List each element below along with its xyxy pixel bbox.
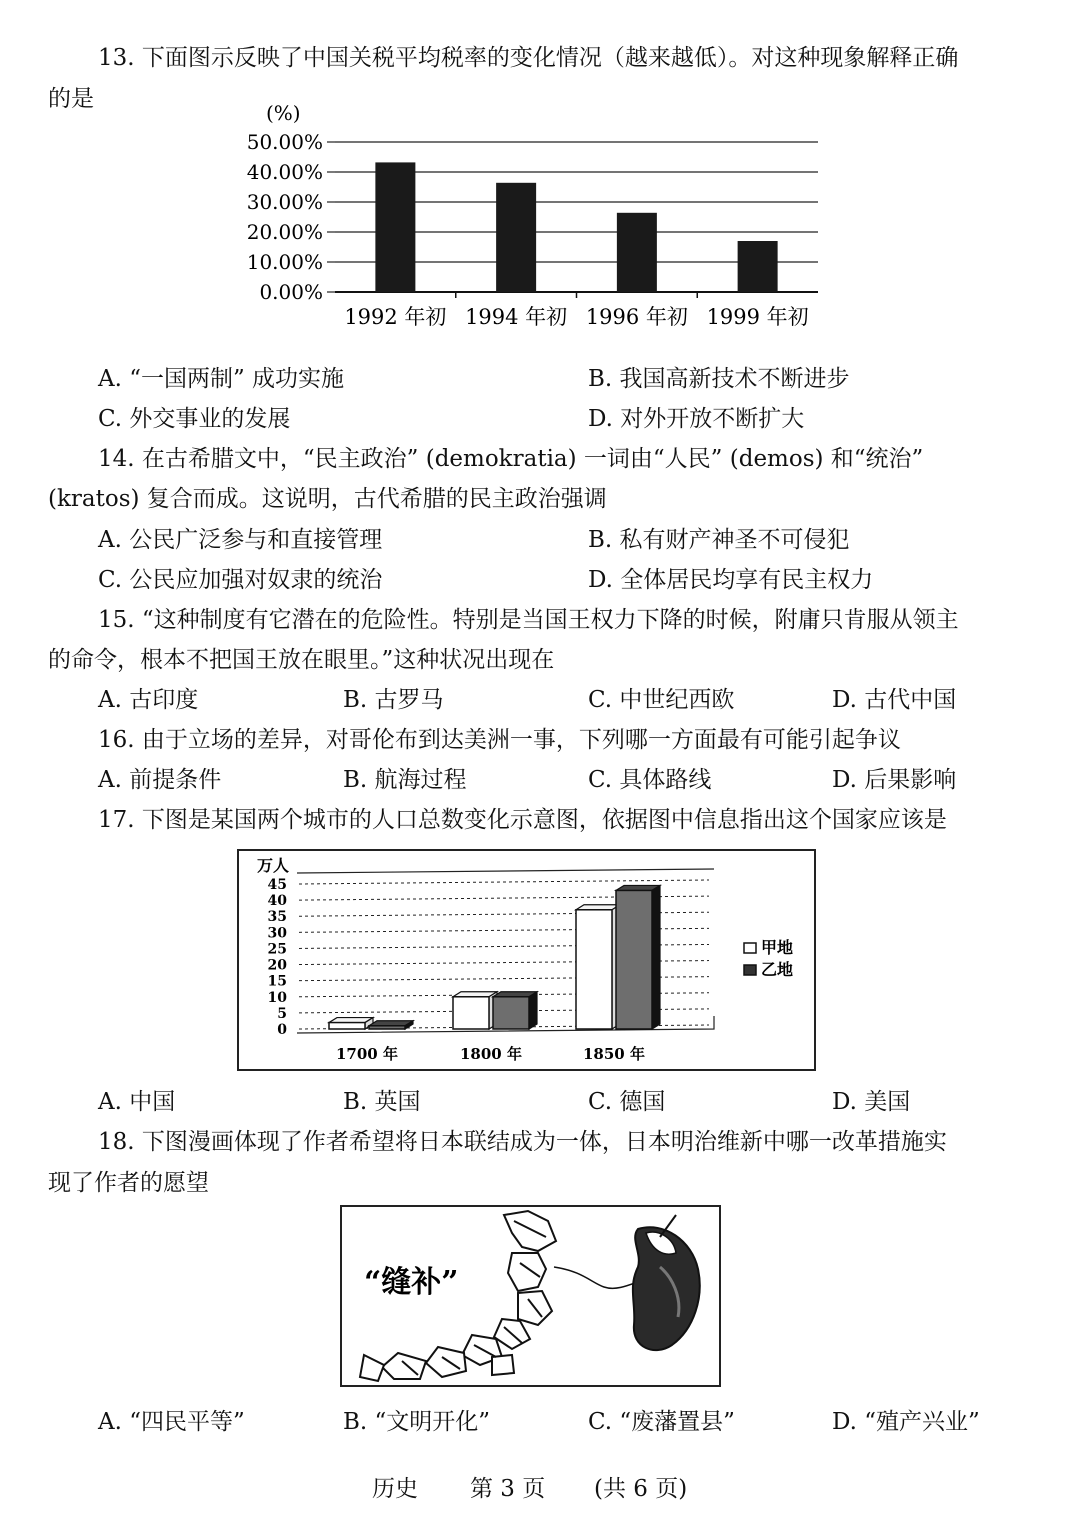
chart2-legend-label: 甲地 bbox=[761, 938, 794, 957]
chart1-ytick-label: 10.00% bbox=[246, 250, 323, 274]
q13-option-b[interactable]: B. 我国高新技术不断进步 bbox=[588, 366, 850, 392]
q15-option-d[interactable]: D. 古代中国 bbox=[832, 687, 957, 713]
population-bar-chart bbox=[239, 851, 814, 1069]
cartoon-drawing bbox=[342, 1207, 719, 1385]
chart1-ytick-label: 20.00% bbox=[246, 220, 323, 244]
q17-option-d[interactable]: D. 美国 bbox=[832, 1089, 911, 1115]
q16-option-c[interactable]: C. 具体路线 bbox=[588, 767, 712, 793]
chart2-bar-side bbox=[529, 992, 537, 1029]
q18-option-d[interactable]: D. “殖产兴业” bbox=[832, 1409, 980, 1435]
q14-stem-line1: 14. 在古希腊文中，“民主政治” (demokratia) 一词由“人民” (demos) 和“统治” bbox=[98, 446, 924, 472]
chart2-unit-label: 万人 bbox=[257, 856, 290, 875]
chart2-legend-swatch bbox=[744, 943, 756, 953]
chart1-xtick-label: 1994 年初 bbox=[465, 305, 568, 329]
q16-option-a[interactable]: A. 前提条件 bbox=[98, 767, 222, 793]
q14-option-b[interactable]: B. 私有财产神圣不可侵犯 bbox=[588, 527, 850, 553]
chart2-ytick-label: 30 bbox=[267, 925, 287, 942]
chart1-bar bbox=[496, 183, 536, 292]
q15-option-b[interactable]: B. 古罗马 bbox=[343, 687, 444, 713]
chart1-bar bbox=[617, 213, 657, 292]
q16-stem: 16. 由于立场的差异，对哥伦布到达美洲一事，下列哪一方面最有可能引起争议 bbox=[98, 727, 901, 753]
q16-option-d[interactable]: D. 后果影响 bbox=[832, 767, 957, 793]
footer-subject: 历史 bbox=[372, 1476, 418, 1502]
q15-stem-line1: 15. “这种制度有它潜在的危险性。特别是当国王权力下降的时候，附庸只肯服从领主 bbox=[98, 607, 959, 633]
q13-option-d[interactable]: D. 对外开放不断扩大 bbox=[588, 406, 805, 432]
chart2-xtick-label: 1850 年 bbox=[583, 1045, 645, 1063]
chart2-ytick-label: 10 bbox=[267, 989, 287, 1006]
chart1-ytick-label: 50.00% bbox=[246, 130, 323, 154]
q15-stem-line2: 的命令，根本不把国王放在眼里。”这种状况出现在 bbox=[48, 647, 555, 673]
chart2-ytick-label: 35 bbox=[267, 909, 287, 926]
chart1-bar bbox=[738, 241, 778, 292]
chart1-xtick-label: 1999 年初 bbox=[706, 305, 809, 329]
japan-sewing-cartoon bbox=[340, 1205, 721, 1387]
q14-option-a[interactable]: A. 公民广泛参与和直接管理 bbox=[98, 527, 383, 553]
q17-option-c[interactable]: C. 德国 bbox=[588, 1089, 666, 1115]
chart1-ytick-label: 30.00% bbox=[246, 190, 323, 214]
chart1-bar bbox=[375, 162, 415, 292]
q16-option-b[interactable]: B. 航海过程 bbox=[343, 767, 467, 793]
chart1-ytick-label: 0.00% bbox=[259, 280, 323, 304]
chart2-ytick-label: 0 bbox=[277, 1022, 287, 1038]
chart1-ytick-label: 40.00% bbox=[246, 160, 323, 184]
chart2-bar bbox=[329, 1023, 365, 1029]
chart2-legend-label: 乙地 bbox=[761, 960, 794, 979]
population-chart-frame bbox=[237, 849, 816, 1071]
q13-stem-line2: 的是 bbox=[48, 86, 94, 112]
chart2-bar bbox=[453, 997, 489, 1029]
q18-option-b[interactable]: B. “文明开化” bbox=[343, 1409, 491, 1435]
chart2-legend-swatch bbox=[744, 965, 756, 975]
chart2-xtick-label: 1700 年 bbox=[336, 1045, 398, 1063]
q15-option-a[interactable]: A. 古印度 bbox=[98, 687, 199, 713]
chart1-xtick-label: 1996 年初 bbox=[585, 305, 688, 329]
chart1-unit-label: (%) bbox=[266, 101, 301, 125]
sewing-hand-icon bbox=[633, 1215, 700, 1350]
chart2-bar bbox=[576, 910, 612, 1029]
chart2-bar-side bbox=[652, 885, 660, 1029]
q17-stem: 17. 下图是某国两个城市的人口总数变化示意图，依据图中信息指出这个国家应该是 bbox=[98, 807, 947, 833]
chart1-xtick-label: 1992 年初 bbox=[344, 305, 447, 329]
chart2-ytick-label: 45 bbox=[267, 877, 287, 893]
chart2-bar bbox=[493, 997, 529, 1029]
q13-stem-line1: 13. 下面图示反映了中国关税平均税率的变化情况（越来越低）。对这种现象解释正确 bbox=[98, 45, 959, 71]
chart2-ytick-label: 5 bbox=[277, 1005, 287, 1022]
q17-option-a[interactable]: A. 中国 bbox=[98, 1089, 176, 1115]
q18-stem-line1: 18. 下图漫画体现了作者希望将日本联结成为一体，日本明治维新中哪一改革措施实 bbox=[98, 1129, 947, 1155]
q14-stem-line2: (kratos) 复合而成。这说明，古代希腊的民主政治强调 bbox=[48, 486, 607, 512]
q13-option-c[interactable]: C. 外交事业的发展 bbox=[98, 406, 291, 432]
footer-page-number: 第 3 页 bbox=[470, 1476, 546, 1502]
footer-page-total: (共 6 页) bbox=[594, 1476, 688, 1502]
q13-option-a[interactable]: A. “一国两制” 成功实施 bbox=[98, 366, 345, 392]
chart2-bar bbox=[369, 1026, 405, 1029]
chart2-xtick-label: 1800 年 bbox=[460, 1045, 522, 1063]
q18-option-a[interactable]: A. “四民平等” bbox=[98, 1409, 245, 1435]
chart2-ytick-label: 40 bbox=[267, 893, 287, 910]
cartoon-caption: “缝补” bbox=[364, 1265, 459, 1300]
tariff-bar-chart bbox=[230, 98, 850, 338]
q18-option-c[interactable]: C. “废藩置县” bbox=[588, 1409, 735, 1435]
q15-option-c[interactable]: C. 中世纪西欧 bbox=[588, 687, 735, 713]
q17-option-b[interactable]: B. 英国 bbox=[343, 1089, 421, 1115]
q14-option-d[interactable]: D. 全体居民均享有民主权力 bbox=[588, 567, 874, 593]
q14-option-c[interactable]: C. 公民应加强对奴隶的统治 bbox=[98, 567, 383, 593]
chart2-ytick-label: 25 bbox=[267, 941, 287, 958]
chart2-ytick-label: 20 bbox=[267, 957, 287, 974]
q18-stem-line2: 现了作者的愿望 bbox=[48, 1170, 209, 1196]
chart2-bar bbox=[616, 890, 652, 1029]
chart2-gridline bbox=[299, 880, 709, 884]
chart2-ytick-label: 15 bbox=[267, 973, 287, 990]
